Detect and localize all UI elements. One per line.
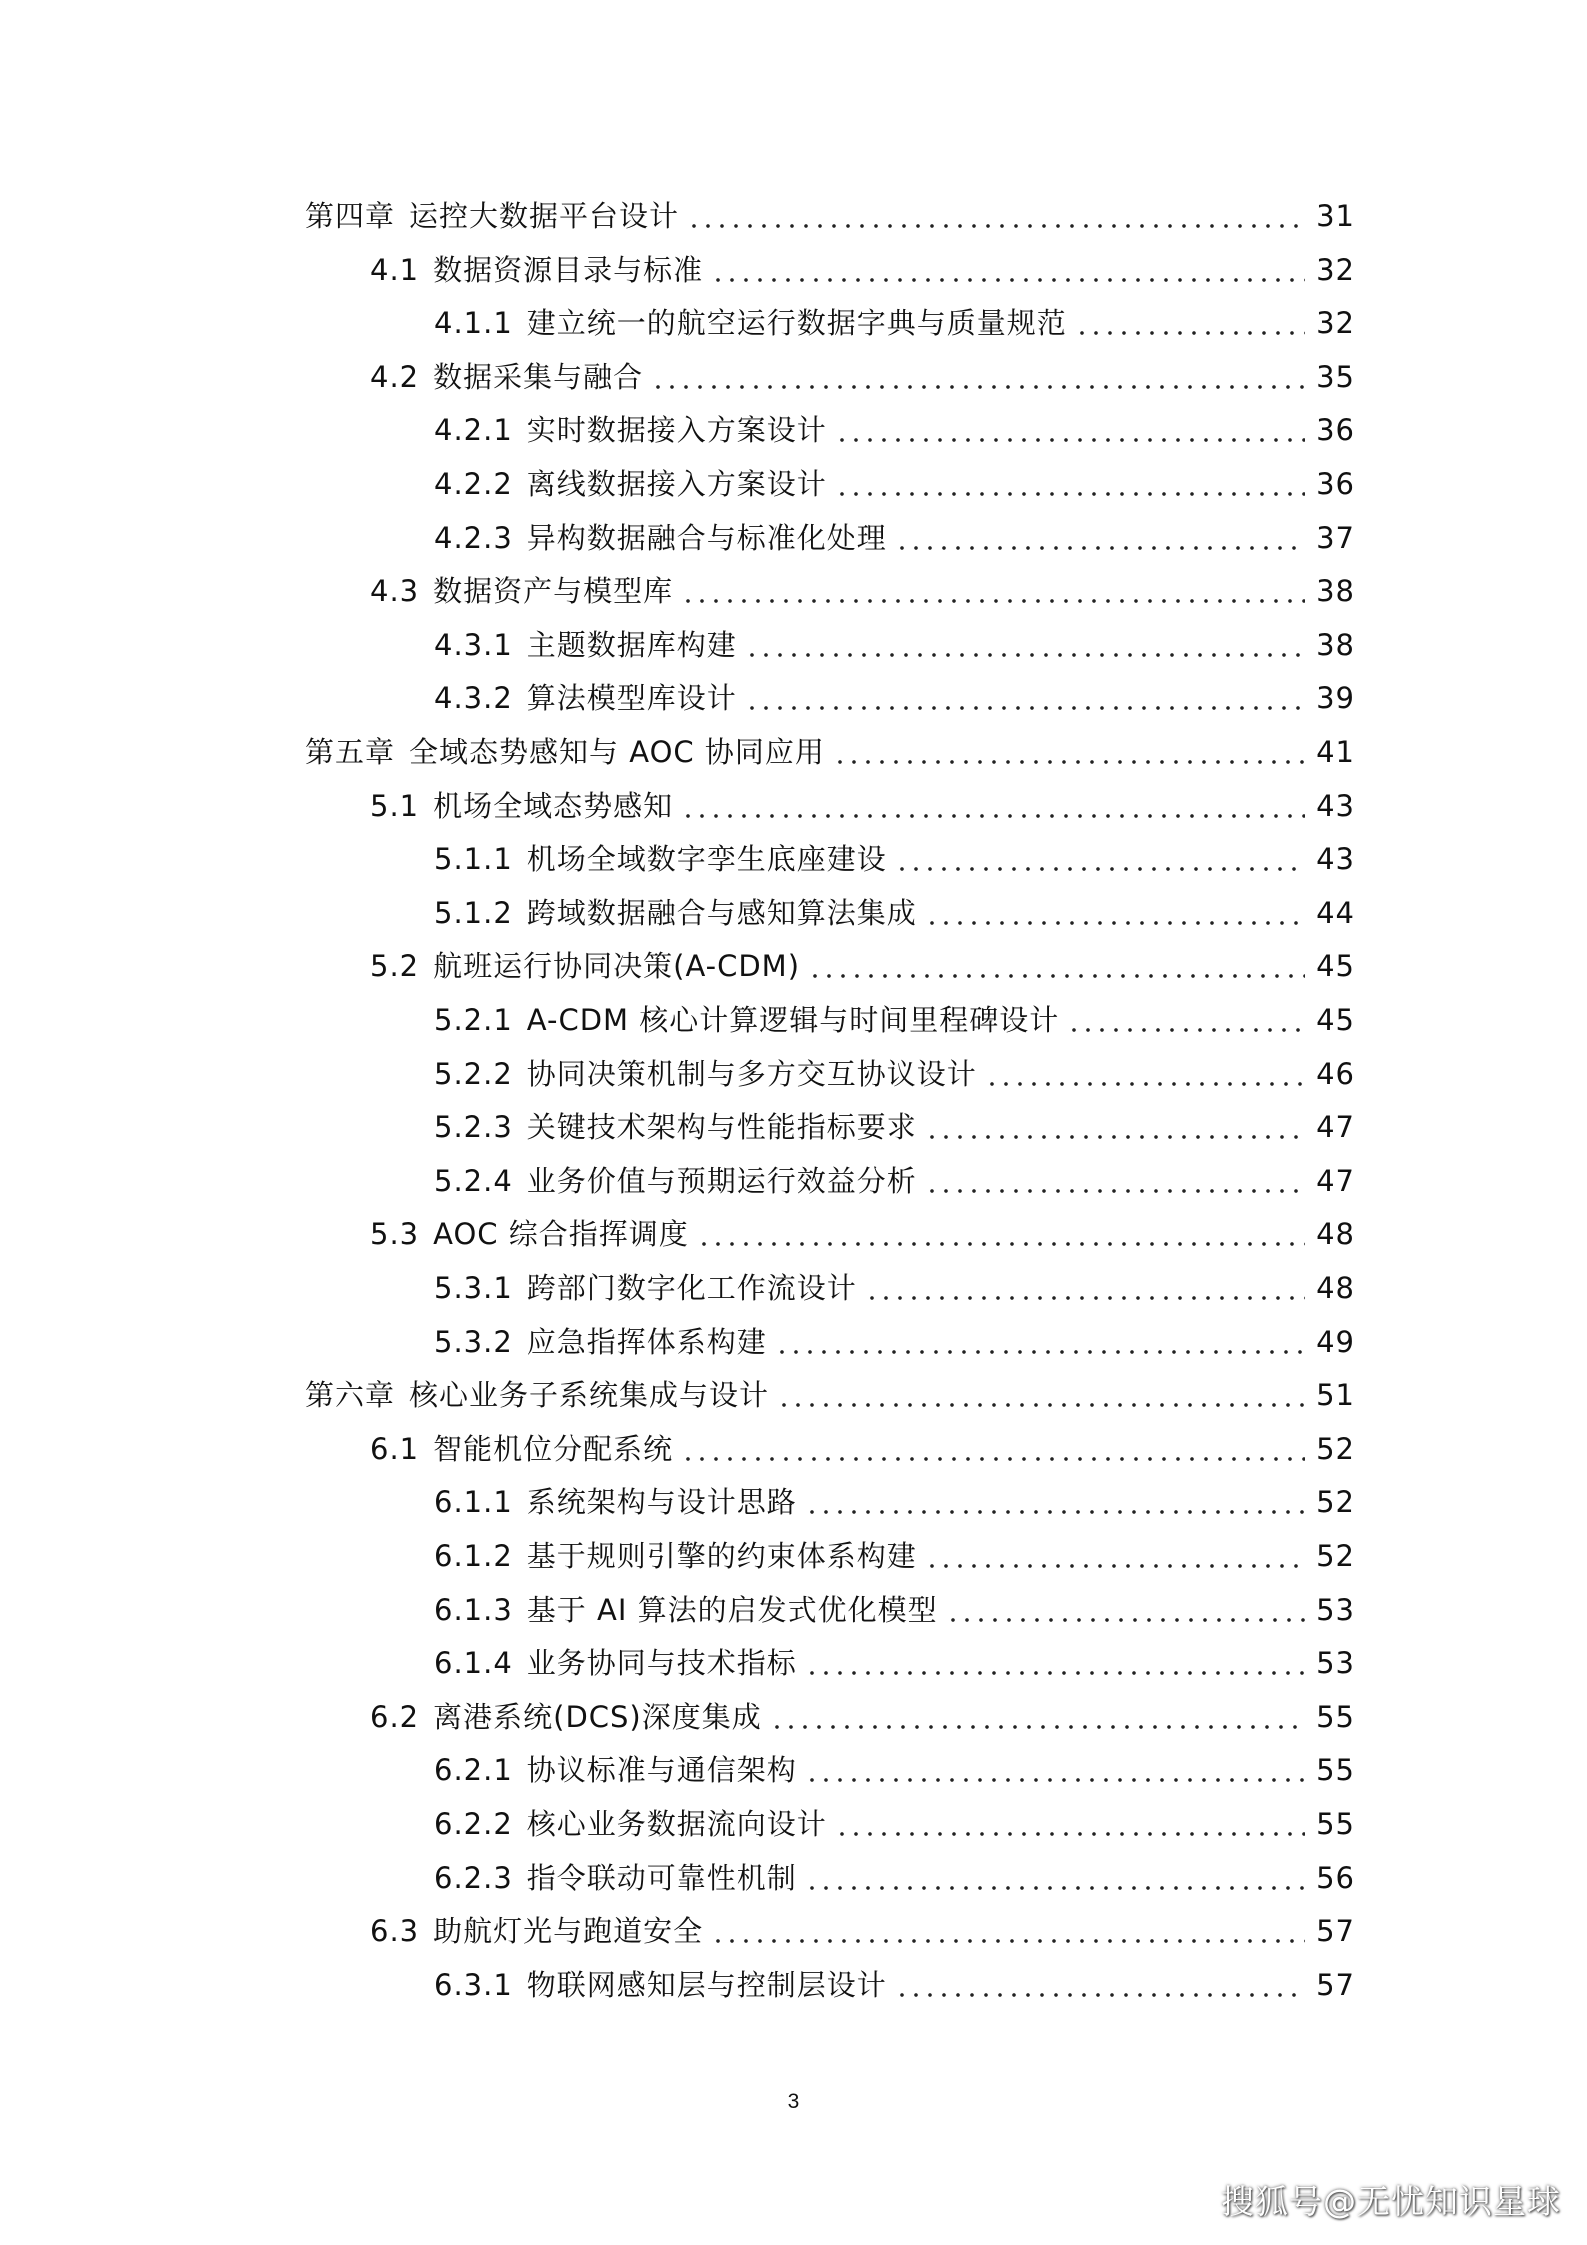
toc-entry-number: 6.2.1 (434, 1753, 513, 1788)
toc-entry-title: 主题数据库构建 (526, 627, 737, 662)
toc-entry-title: 业务价值与预期运行效益分析 (526, 1163, 917, 1198)
toc-entry[interactable] (434, 1322, 1355, 1362)
toc-entry-title: 全域态势感知与 AOC 协同应用 (409, 735, 825, 769)
toc-entry-number: 6.3.1 (434, 1967, 513, 2002)
toc-entry-title: 数据采集与融合 (433, 359, 644, 394)
toc-entry-page: 36 (1316, 413, 1355, 448)
toc-entry-number: 4.2.3 (434, 520, 513, 555)
toc-entry-title: 应急指挥体系构建 (526, 1324, 767, 1359)
toc-entry-title: 建立统一的航空运行数据字典与质量规范 (526, 306, 1067, 341)
toc-entry-page: 43 (1316, 788, 1355, 823)
toc-entry-page: 38 (1316, 627, 1355, 662)
toc-dot-leader (681, 571, 1305, 611)
toc-entry-title: 算法模型库设计 (526, 681, 737, 716)
toc-entry-page: 36 (1316, 467, 1355, 501)
toc-entry-number: 5.2.4 (434, 1163, 513, 1198)
toc-entry-number: 6.1.4 (434, 1646, 513, 1681)
page-number: 3 (787, 2090, 800, 2113)
toc-entry[interactable] (370, 250, 1355, 290)
toc-entry-number: 5.1.1 (434, 842, 513, 877)
toc-entry[interactable] (370, 571, 1355, 611)
toc-entry-page: 49 (1316, 1324, 1355, 1359)
toc-entry-number: 6.2.2 (434, 1807, 513, 1841)
toc-entry[interactable] (305, 732, 1355, 772)
toc-entry-title: 核心业务子系统集成与设计 (409, 1378, 770, 1413)
toc-entry-title: 物联网感知层与控制层设计 (526, 1967, 887, 2002)
toc-entry-title: 数据资源目录与标准 (433, 252, 704, 287)
toc-entry-title: 跨域数据融合与感知算法集成 (526, 895, 917, 930)
toc-entry-title: 系统架构与设计思路 (526, 1485, 797, 1520)
toc-dot-leader (775, 1322, 1305, 1362)
toc-entry-number: 5.1 (370, 788, 420, 823)
toc-entry-number: 5.2.1 (434, 1003, 513, 1037)
toc-entry-title: 航班运行协同决策(A-CDM) (433, 949, 801, 984)
toc-entry-page: 41 (1316, 735, 1355, 769)
toc-entry-title: 协同决策机制与多方交互协议设计 (526, 1056, 977, 1091)
toc-entry-title: 关键技术架构与性能指标要求 (526, 1110, 917, 1145)
toc-dot-leader (745, 678, 1305, 718)
toc-entry-number: 4.3.2 (434, 681, 513, 716)
toc-entry-number: 6.1.3 (434, 1592, 513, 1627)
toc-entry-page: 35 (1316, 359, 1355, 394)
toc-entry[interactable] (370, 1214, 1355, 1254)
toc-entry-page: 37 (1316, 520, 1355, 555)
toc-entry-title: 协议标准与通信架构 (526, 1753, 797, 1788)
toc-entry[interactable] (434, 1482, 1355, 1522)
toc-entry-title: 业务协同与技术指标 (526, 1646, 797, 1681)
toc-entry[interactable] (434, 1054, 1355, 1094)
toc-entry-title: 基于 AI 算法的启发式优化模型 (526, 1592, 938, 1627)
toc-entry-page: 32 (1316, 306, 1355, 341)
toc-dot-leader (808, 946, 1305, 986)
toc-entry-number: 5.3.1 (434, 1271, 513, 1305)
toc-entry[interactable] (305, 196, 1355, 236)
toc-dot-leader (770, 1697, 1305, 1737)
toc-dot-leader (895, 518, 1305, 558)
toc-entry-page: 52 (1316, 1431, 1355, 1466)
toc-entry-title: AOC 综合指挥调度 (433, 1217, 689, 1252)
toc-entry-title: 助航灯光与跑道安全 (433, 1914, 704, 1949)
toc-dot-leader (925, 1161, 1305, 1201)
toc-entry-title: 离线数据接入方案设计 (526, 467, 827, 501)
toc-entry-number: 5.3 (370, 1217, 420, 1252)
toc-dot-leader (687, 196, 1305, 236)
toc-entry-title: 运控大数据平台设计 (409, 199, 680, 233)
toc-entry-title: 异构数据融合与标准化处理 (526, 520, 887, 555)
toc-dot-leader (711, 1911, 1305, 1951)
toc-entry[interactable] (305, 1375, 1355, 1415)
toc-dot-leader (835, 464, 1305, 504)
toc-entry[interactable] (370, 357, 1355, 397)
toc-entry-page: 55 (1316, 1753, 1355, 1788)
toc-entry-page: 45 (1316, 949, 1355, 984)
toc-entry-number: 4.2.2 (434, 467, 513, 501)
toc-dot-leader (711, 250, 1305, 290)
toc-entry[interactable] (434, 1590, 1355, 1630)
toc-dot-leader (651, 357, 1305, 397)
toc-entry-page: 48 (1316, 1271, 1355, 1305)
toc-entry-page: 47 (1316, 1110, 1355, 1145)
toc-dot-leader (895, 1965, 1305, 2005)
watermark: 搜狐号@无忧知识星球 (1221, 2182, 1561, 2221)
toc-entry-page: 51 (1316, 1378, 1355, 1413)
toc-dot-leader (985, 1054, 1305, 1094)
toc-entry-title: 机场全域数字孪生底座建设 (526, 842, 887, 877)
toc-entry-number: 4.3.1 (434, 627, 513, 662)
toc-entry[interactable] (434, 1750, 1355, 1790)
toc-entry-number: 5.2.3 (434, 1110, 513, 1145)
toc-dot-leader (925, 1107, 1305, 1147)
toc-entry-number: 第四章 (305, 199, 396, 233)
toc-entry-page: 45 (1316, 1003, 1355, 1037)
toc-entry[interactable] (370, 1429, 1355, 1469)
toc-entry[interactable] (434, 1268, 1355, 1308)
toc-entry[interactable] (434, 1643, 1355, 1683)
toc-entry-page: 38 (1316, 574, 1355, 609)
toc-entry-page: 53 (1316, 1592, 1355, 1627)
toc-entry-number: 6.1.2 (434, 1539, 513, 1573)
toc-entry-page: 48 (1316, 1217, 1355, 1252)
toc-entry[interactable] (434, 678, 1355, 718)
toc-entry-page: 56 (1316, 1860, 1355, 1895)
toc-entry[interactable] (370, 786, 1355, 826)
toc-dot-leader (745, 625, 1305, 665)
toc-entry[interactable] (370, 946, 1355, 986)
toc-entry-number: 6.3 (370, 1914, 420, 1949)
toc-entry-number: 4.2 (370, 359, 420, 394)
toc-dot-leader (835, 410, 1305, 450)
toc-entry-page: 57 (1316, 1914, 1355, 1949)
toc-entry-page: 55 (1316, 1807, 1355, 1841)
toc-entry-page: 39 (1316, 681, 1355, 716)
toc-entry-title: 智能机位分配系统 (433, 1431, 674, 1466)
toc-entry[interactable] (434, 303, 1355, 343)
toc-entry-title: 数据资产与模型库 (433, 574, 674, 609)
toc-entry[interactable] (434, 625, 1355, 665)
toc-entry[interactable] (434, 464, 1355, 504)
toc-entry-page: 43 (1316, 842, 1355, 877)
toc-entry-page: 52 (1316, 1539, 1355, 1573)
toc-entry[interactable] (434, 1161, 1355, 1201)
toc-entry[interactable] (434, 410, 1355, 450)
toc-entry[interactable] (434, 1536, 1355, 1576)
toc-entry[interactable] (434, 1107, 1355, 1147)
toc-entry[interactable] (434, 1804, 1355, 1844)
toc-dot-leader (946, 1590, 1305, 1630)
toc-dot-leader (777, 1375, 1305, 1415)
toc-entry-page: 47 (1316, 1163, 1355, 1198)
toc-entry-number: 第六章 (305, 1378, 396, 1413)
toc-entry-title: A-CDM 核心计算逻辑与时间里程碑设计 (526, 1003, 1060, 1037)
toc-dot-leader (697, 1214, 1305, 1254)
toc-entry-number: 4.1 (370, 252, 420, 287)
toc-entry[interactable] (434, 1858, 1355, 1898)
toc-entry-page: 55 (1316, 1699, 1355, 1734)
toc-entry-number: 4.2.1 (434, 413, 513, 448)
toc-dot-leader (1075, 303, 1305, 343)
toc-dot-leader (833, 732, 1305, 772)
toc-entry-number: 6.1.1 (434, 1485, 513, 1520)
toc-entry-page: 44 (1316, 895, 1355, 930)
toc-entry-title: 机场全域态势感知 (433, 788, 674, 823)
toc-entry-number: 5.2 (370, 949, 420, 984)
toc-entry-number: 5.3.2 (434, 1324, 513, 1359)
toc-entry-number: 5.1.2 (434, 895, 513, 930)
toc-entry-number: 第五章 (305, 735, 396, 769)
toc-entry[interactable] (434, 893, 1355, 933)
toc-entry-number: 4.1.1 (434, 306, 513, 341)
toc-entry-page: 53 (1316, 1646, 1355, 1681)
toc-dot-leader (805, 1858, 1305, 1898)
toc-entry-page: 52 (1316, 1485, 1355, 1520)
toc-entry-page: 46 (1316, 1056, 1355, 1091)
toc-entry-title: 跨部门数字化工作流设计 (526, 1271, 857, 1305)
toc-entry[interactable] (434, 1000, 1355, 1040)
toc-dot-leader (805, 1482, 1305, 1522)
toc-entry-page: 32 (1316, 252, 1355, 287)
toc-dot-leader (681, 1429, 1305, 1469)
toc-entry[interactable] (370, 1911, 1355, 1951)
toc-entry-title: 核心业务数据流向设计 (526, 1807, 827, 1841)
toc-entry-number: 6.2 (370, 1699, 420, 1734)
toc-entry[interactable] (434, 1965, 1355, 2005)
toc-dot-leader (925, 1536, 1305, 1576)
toc-entry-title: 基于规则引擎的约束体系构建 (526, 1539, 917, 1573)
toc-entry[interactable] (434, 518, 1355, 558)
toc-dot-leader (895, 839, 1305, 879)
toc-entry-title: 指令联动可靠性机制 (526, 1860, 797, 1895)
toc-entry-number: 6.2.3 (434, 1860, 513, 1895)
toc-entry[interactable] (370, 1697, 1355, 1737)
toc-entry[interactable] (434, 839, 1355, 879)
toc-entry-number: 4.3 (370, 574, 420, 609)
toc-entry-page: 57 (1316, 1967, 1355, 2002)
toc-dot-leader (925, 893, 1305, 933)
toc-dot-leader (835, 1804, 1305, 1844)
toc-dot-leader (805, 1750, 1305, 1790)
toc-dot-leader (681, 786, 1305, 826)
toc-dot-leader (805, 1643, 1305, 1683)
toc-entry-number: 5.2.2 (434, 1056, 513, 1091)
toc-dot-leader (1067, 1000, 1305, 1040)
toc-entry-page: 31 (1316, 199, 1355, 233)
toc-entry-title: 离港系统(DCS)深度集成 (433, 1699, 762, 1734)
toc-entry-title: 实时数据接入方案设计 (526, 413, 827, 448)
toc-dot-leader (865, 1268, 1305, 1308)
toc-entry-number: 6.1 (370, 1431, 420, 1466)
